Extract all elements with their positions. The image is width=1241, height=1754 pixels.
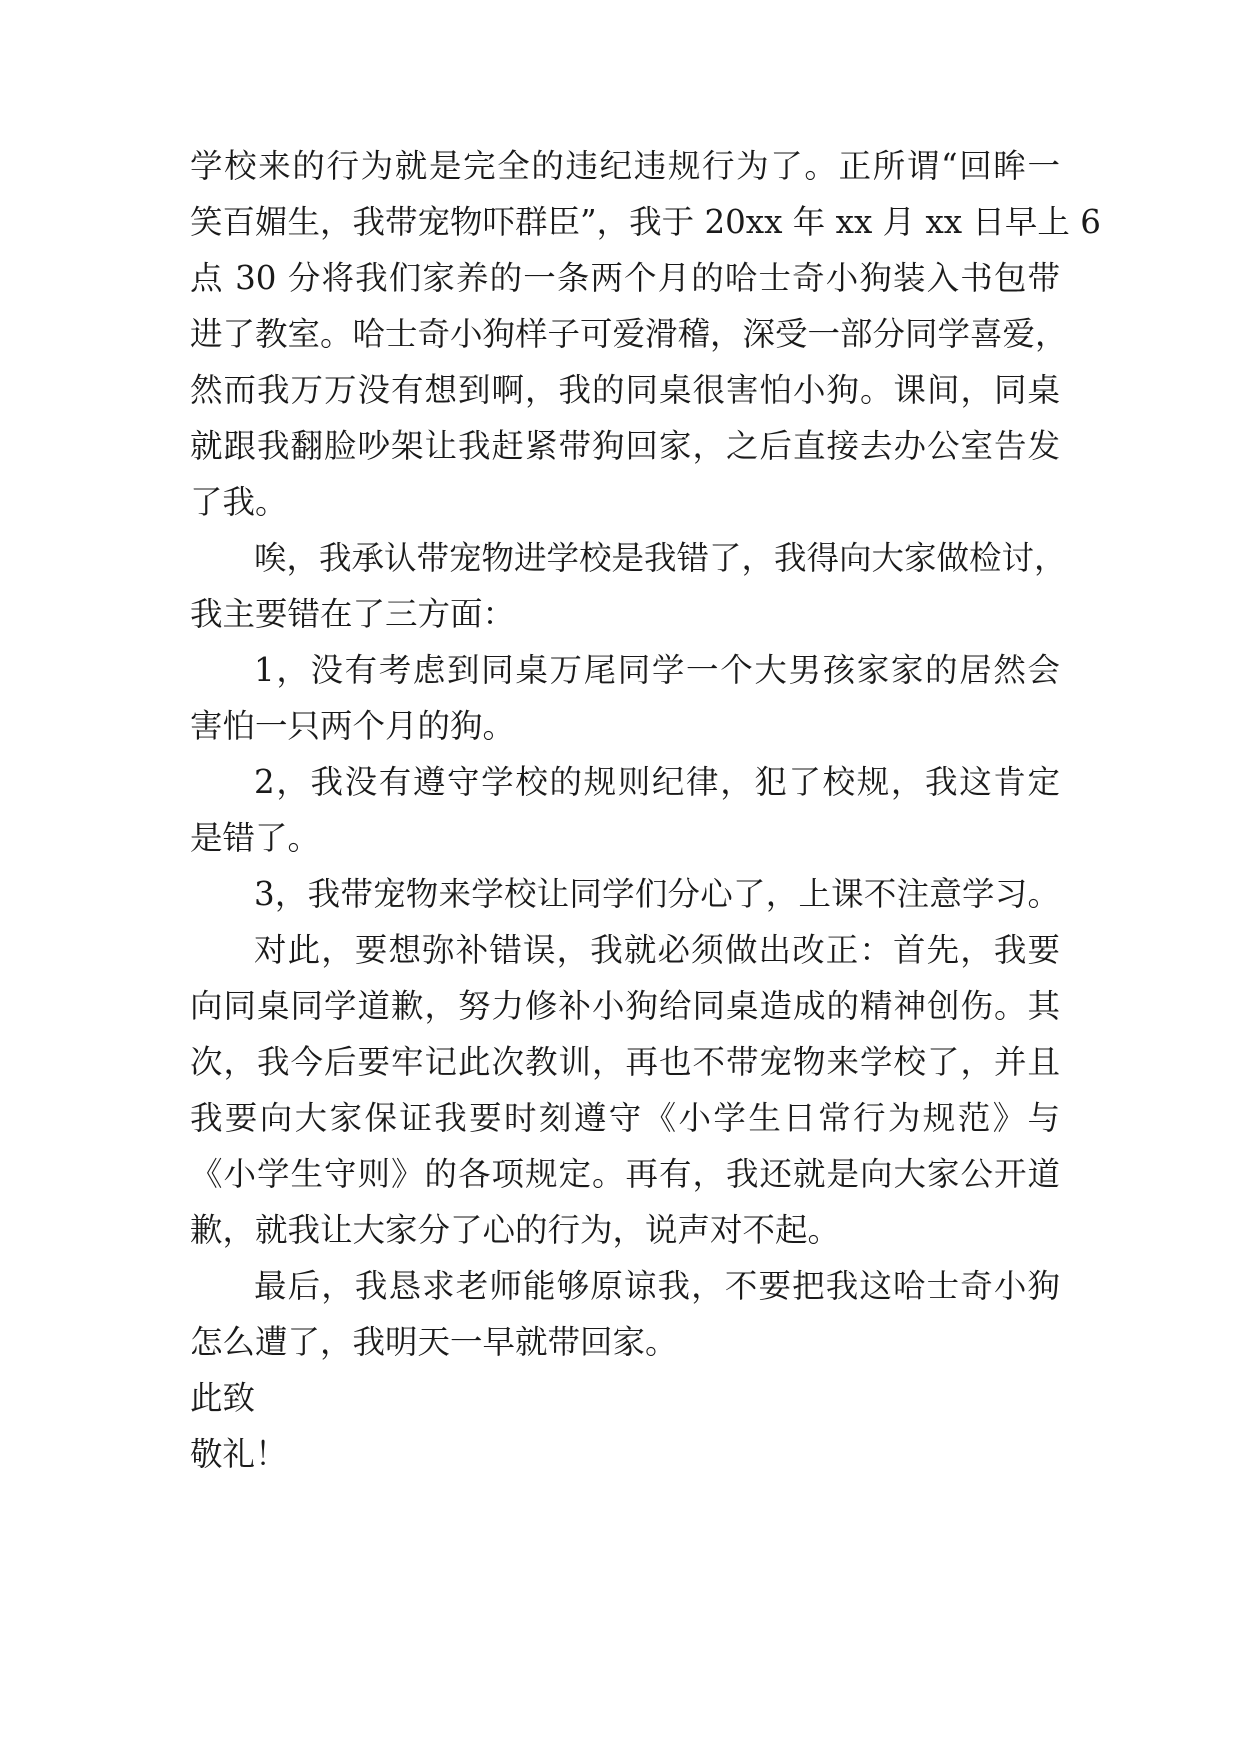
list-item-line: 3，我带宠物来学校让同学们分心了，上课不注意学习。: [254, 875, 1060, 913]
text-line: 然而我万万没有想到啊，我的同桌很害怕小狗。课间，同桌: [190, 371, 1060, 409]
text-line: 对此，要想弥补错误，我就必须做出改正：首先，我要: [254, 931, 1060, 969]
text-line: 最后，我恳求老师能够原谅我，不要把我这哈士奇小狗: [254, 1267, 1060, 1305]
closing-regards: 敬礼！: [190, 1435, 288, 1473]
text-line: 向同桌同学道歉，努力修补小狗给同桌造成的精神创伤。其: [190, 987, 1060, 1025]
text-line: 次，我今后要牢记此次教训，再也不带宠物来学校了，并且: [190, 1043, 1060, 1081]
text-line: 了我。: [190, 483, 288, 521]
text-line: 就跟我翻脸吵架让我赶紧带狗回家，之后直接去办公室告发: [190, 427, 1060, 465]
text-line: 点 30 分将我们家养的一条两个月的哈士奇小狗装入书包带: [190, 259, 1060, 297]
closing-salutation: 此致: [190, 1379, 256, 1417]
list-item-line: 1，没有考虑到同桌万尾同学一个大男孩家家的居然会: [254, 651, 1060, 689]
list-item-line: 是错了。: [190, 819, 321, 857]
list-item-line: 2，我没有遵守学校的规则纪律，犯了校规，我这肯定: [254, 763, 1060, 801]
text-line: 学校来的行为就是完全的违纪违规行为了。正所谓“回眸一: [190, 147, 1060, 185]
text-line: 我要向大家保证我要时刻遵守《小学生日常行为规范》与: [190, 1099, 1060, 1137]
text-line: 我主要错在了三方面：: [190, 595, 516, 633]
text-line: 怎么遭了，我明天一早就带回家。: [190, 1323, 678, 1361]
text-line: 唉，我承认带宠物进学校是我错了，我得向大家做检讨，: [254, 539, 1067, 577]
text-line: 进了教室。哈士奇小狗样子可爱滑稽，深受一部分同学喜爱，: [190, 315, 1068, 353]
text-line: 《小学生守则》的各项规定。再有，我还就是向大家公开道: [190, 1155, 1060, 1193]
text-line: 歉，就我让大家分了心的行为，说声对不起。: [190, 1211, 841, 1249]
text-line: 笑百媚生，我带宠物吓群臣”，我于 20xx 年 xx 月 xx 日早上 6: [190, 203, 1101, 241]
list-item-line: 害怕一只两个月的狗。: [190, 707, 516, 745]
